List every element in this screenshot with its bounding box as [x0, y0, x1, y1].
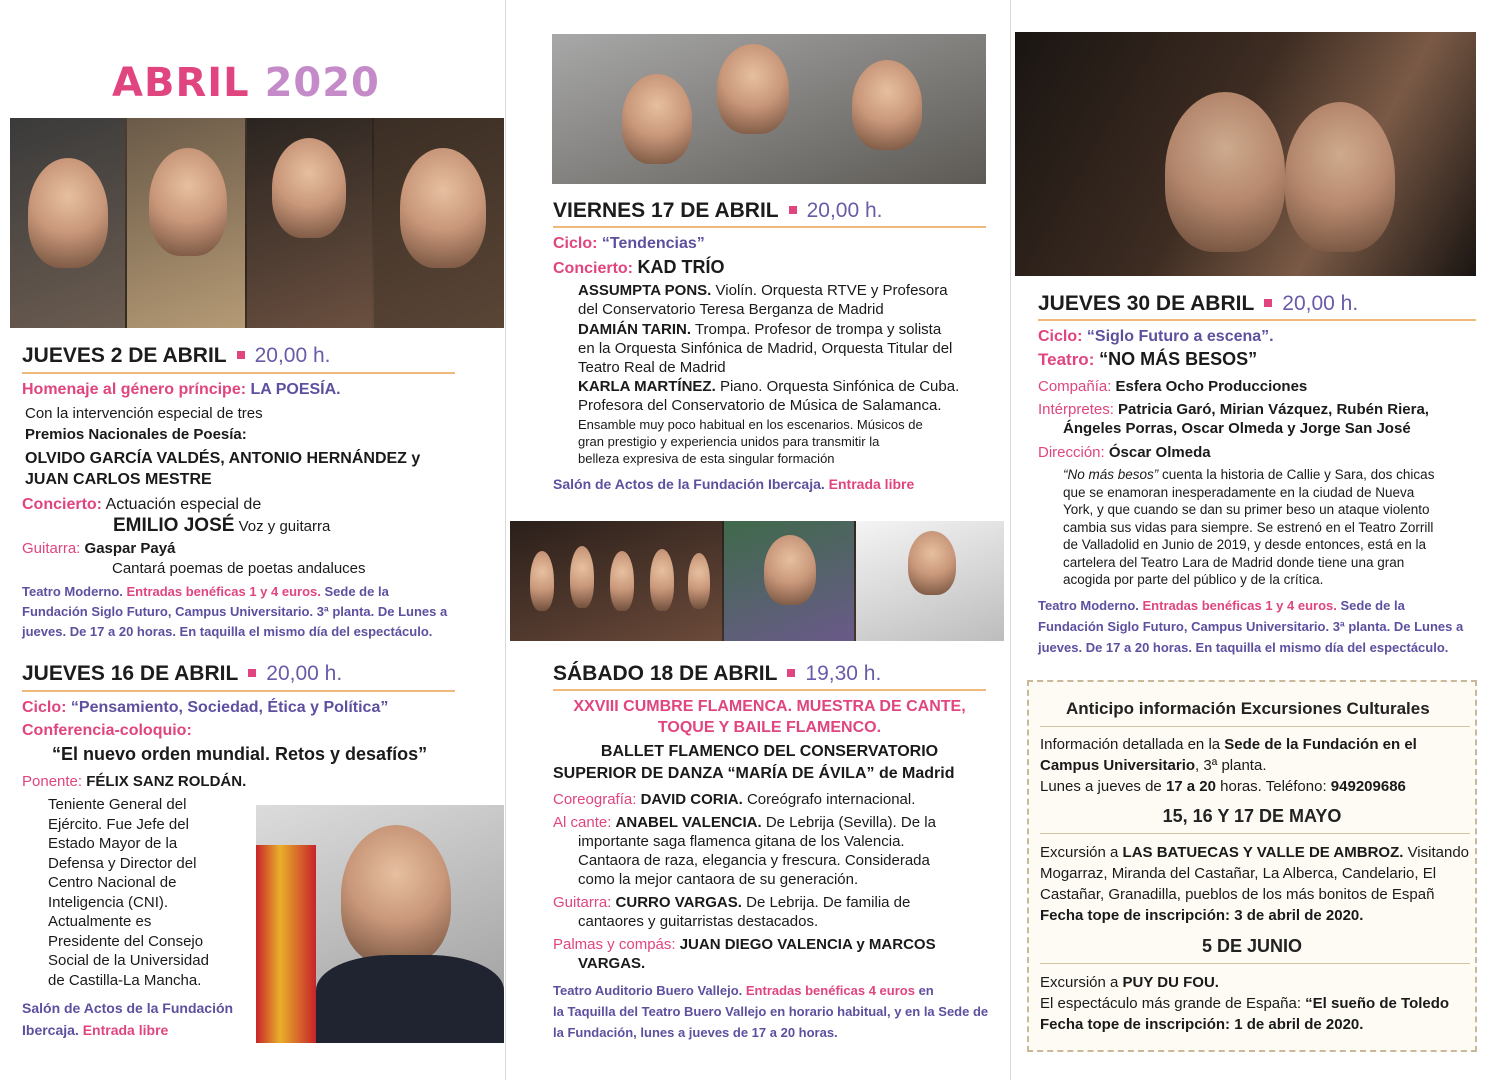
event1-heading: JUEVES 2 DE ABRIL 20,00 h. — [22, 344, 331, 367]
fold-line-2 — [1010, 0, 1011, 1080]
event4-coreografia: Coreografía: DAVID CORIA. Coreógrafo internacional. — [553, 791, 916, 808]
excursion1-text: Excursión a LAS BATUECAS Y VALLE DE AMBROZ. Visitando Mogarraz, Miranda del Castañar, La Alberca, Candelario, El Castañar, Granadilla, pueblos de los más bonitos de Españ Fecha tope de inscripción: 3 de abril de 2020. — [1040, 844, 1470, 924]
event1-poets-1: OLVIDO GARCÍA VALDÉS, ANTONIO HERNÁNDEZ y — [25, 450, 421, 467]
event1-line2: Premios Nacionales de Poesía: — [25, 426, 247, 443]
excursion1-date: 15, 16 Y 17 DE MAYO — [1162, 806, 1342, 826]
guitarist-photo — [856, 521, 1004, 641]
event1-poets-2: JUAN CARLOS MESTRE — [25, 471, 212, 488]
event4-ballet-2: SUPERIOR DE DANZA “MARÍA DE ÁVILA” de Madrid — [553, 765, 955, 782]
event4-ballet-1: BALLET FLAMENCO DEL CONSERVATORIO — [600, 743, 939, 760]
event3-cycle: Ciclo: “Tendencias” — [553, 235, 705, 252]
event3-concert: Concierto: KAD TRÍO — [553, 257, 725, 277]
month-title: ABRIL — [112, 60, 250, 106]
fold-line-1 — [505, 0, 506, 1080]
theatre-photo — [1015, 32, 1476, 276]
speaker-photo — [256, 805, 504, 1043]
year-title: 2020 — [264, 60, 380, 106]
event1-poems: Cantará poemas de poetas andaluces — [112, 560, 366, 577]
excursion1-rule — [1040, 833, 1470, 834]
poets-photo-strip — [10, 118, 504, 328]
ballet-photo — [510, 521, 722, 641]
bio-line: Defensa y Director del — [48, 854, 197, 872]
event3-musician1: ASSUMPTA PONS. Violín. Orquesta RTVE y Profesora del Conservatorio Teresa Berganza de Madrid — [578, 282, 948, 318]
excursion2-text: Excursión a PUY DU FOU. El espectáculo más grande de España: “El sueño de Toledo Fecha tope de inscripción: 1 de abril de 2020. — [1040, 974, 1450, 1033]
event1-rule — [22, 372, 455, 374]
event5-director: Dirección: Óscar Olmeda — [1038, 444, 1211, 461]
cantaora-photo — [724, 521, 854, 641]
event3-heading: VIERNES 17 DE ABRIL 20,00 h. — [553, 199, 883, 222]
flamenco-photo-strip — [510, 521, 1004, 641]
suit-shape — [316, 955, 504, 1043]
event5-cast: Intérpretes: Patricia Garó, Mirian Vázquez, Rubén Riera, Ángeles Porras, Oscar Olmeda y Jorge San José — [1038, 401, 1429, 437]
excursions-intro: Información detallada en la Sede de la Fundación en el Campus Universitario, 3ª planta. Lunes a jueves de 17 a 20 horas. Teléfono: 949209686 — [1040, 736, 1417, 795]
event2-speaker: Ponente: FÉLIX SANZ ROLDÁN. — [22, 773, 247, 790]
event5-rule — [1038, 319, 1476, 321]
event1-singer: EMILIO JOSÉ Voz y guitarra — [113, 515, 331, 536]
trio-photo — [552, 34, 986, 184]
event2-bio — [48, 795, 209, 990]
event1-guitar: Guitarra: Gaspar Payá — [22, 540, 176, 557]
flag-shape — [256, 845, 316, 1043]
event2-conf-label: Conferencia-coloquio: — [22, 722, 192, 739]
event5-heading: JUEVES 30 DE ABRIL 20,00 h. — [1038, 292, 1359, 315]
event3-musician2: DAMIÁN TARIN. Trompa. Profesor de trompa y solista en la Orquesta Sinfónica de Madrid, Orquesta Titular del Teatro Real de Madrid — [578, 321, 953, 376]
bio-line: Social de la Universidad — [48, 952, 209, 969]
event4-cumbre-2: TOQUE Y BAILE FLAMENCO. — [657, 719, 882, 736]
event4-cante: Al cante: ANABEL VALENCIA. De Lebrija (Sevilla). De la importante saga flamenca gitana de los Valencia. Cantaora de raza, elegancia y frescura. Considerada como la mejor cantaora de su generación. — [553, 814, 936, 888]
event3-rule — [553, 226, 986, 228]
bio-line: Inteligencia (CNI). — [48, 893, 169, 911]
event5-theatre: Teatro: “NO MÁS BESOS” — [1038, 349, 1258, 369]
bio-line: Actualmente es — [48, 913, 152, 930]
bio-line: Teniente General del — [48, 796, 187, 813]
event3-description: Ensamble muy poco habitual en los escenarios. Músicos de gran prestigio y experiencia unidos para transmitir la belleza expresiva de esta singular formación — [578, 417, 923, 466]
poet-photo-3 — [247, 118, 372, 328]
event4-cumbre-1: XXVIII CUMBRE FLAMENCA. MUESTRA DE CANTE, — [573, 698, 966, 715]
event1-concert: Concierto: Actuación especial de — [22, 496, 262, 513]
excursions-title: Anticipo información Excursiones Culturales — [1066, 699, 1430, 718]
event5-cycle: Ciclo: “Siglo Futuro a escena”. — [1038, 328, 1274, 345]
event5-company: Compañía: Esfera Ocho Producciones — [1038, 378, 1308, 395]
poet-photo-1 — [10, 118, 125, 328]
event1-line1: Con la intervención especial de tres — [25, 405, 263, 422]
event2-heading: JUEVES 16 DE ABRIL 20,00 h. — [22, 662, 343, 685]
event4-guitarra: Guitarra: CURRO VARGAS. De Lebrija. De familia de cantaores y guitarristas destacados. — [553, 894, 911, 930]
event5-info: Teatro Moderno. Entradas benéficas 1 y 4 euros. Sede de la Fundación Siglo Futuro, Campus Universitario. 3ª planta. De Lunes a jueves. De 17 a 20 horas. En taquilla el mismo día del espectáculo. — [1038, 598, 1464, 655]
event2-conf-title: “El nuevo orden mundial. Retos y desafíos” — [52, 744, 428, 764]
bio-line: Presidente del Consejo — [48, 932, 204, 950]
event4-palmas: Palmas y compás: JUAN DIEGO VALENCIA y MARCOS VARGAS. — [553, 936, 936, 972]
bio-line: Estado Mayor de la — [48, 835, 178, 852]
event4-info: Teatro Auditorio Buero Vallejo. Entradas benéficas 4 euros en la Taquilla del Teatro Buero Vallejo en horario habitual, y en la Sede de la Fundación, lunes a jueves de 17 a 20 horas. — [553, 983, 989, 1040]
event4-heading: SÁBADO 18 DE ABRIL 19,30 h. — [553, 662, 882, 685]
event3-venue: Salón de Actos de la Fundación Ibercaja. Entrada libre — [553, 476, 915, 492]
poet-photo-2 — [127, 118, 245, 328]
bio-line: de Castilla-La Mancha. — [48, 971, 202, 989]
event2-cycle: Ciclo: “Pensamiento, Sociedad, Ética y Política” — [22, 699, 389, 716]
bio-line: Ejército. Fue Jefe del — [48, 815, 189, 833]
event5-synopsis: “No más besos” cuenta la historia de Callie y Sara, dos chicas que se enamoran inesperadamente en la ciudad de Nueva York, y que cuando se dan su primer beso un ataque violento cambia sus vidas para siempre. Se estrenó en el Teatro Zorrill de Valladolid en Junio de 2019, y desde entonces, está en la cartelera del Teatro Lara de Madrid donde tiene una gran acogida por parte del público y de la crítica. — [1063, 467, 1435, 587]
excursion2-date: 5 DE JUNIO — [1201, 936, 1303, 956]
bio-line: Centro Nacional de — [48, 874, 177, 891]
event4-rule — [553, 689, 986, 691]
excursion2-rule — [1040, 963, 1470, 964]
singer-photo — [374, 118, 504, 328]
excursions-title-rule — [1040, 726, 1470, 727]
event2-rule — [22, 690, 455, 692]
event2-venue: Salón de Actos de la Fundación Ibercaja. Entrada libre — [22, 1000, 234, 1038]
event1-tribute: Homenaje al género príncipe: LA POESÍA. — [22, 381, 341, 398]
page-title — [112, 60, 380, 106]
event1-info: Teatro Moderno. Entradas benéficas 1 y 4 euros. Sede de la Fundación Siglo Futuro, Campus Universitario. 3ª planta. De Lunes a jueves. De 17 a 20 horas. En taquilla el mismo día del espectáculo. — [22, 584, 448, 639]
event3-musician3: KARLA MARTÍNEZ. Piano. Orquesta Sinfónica de Cuba. Profesora del Conservatorio de Música de Salamanca. — [578, 378, 960, 414]
